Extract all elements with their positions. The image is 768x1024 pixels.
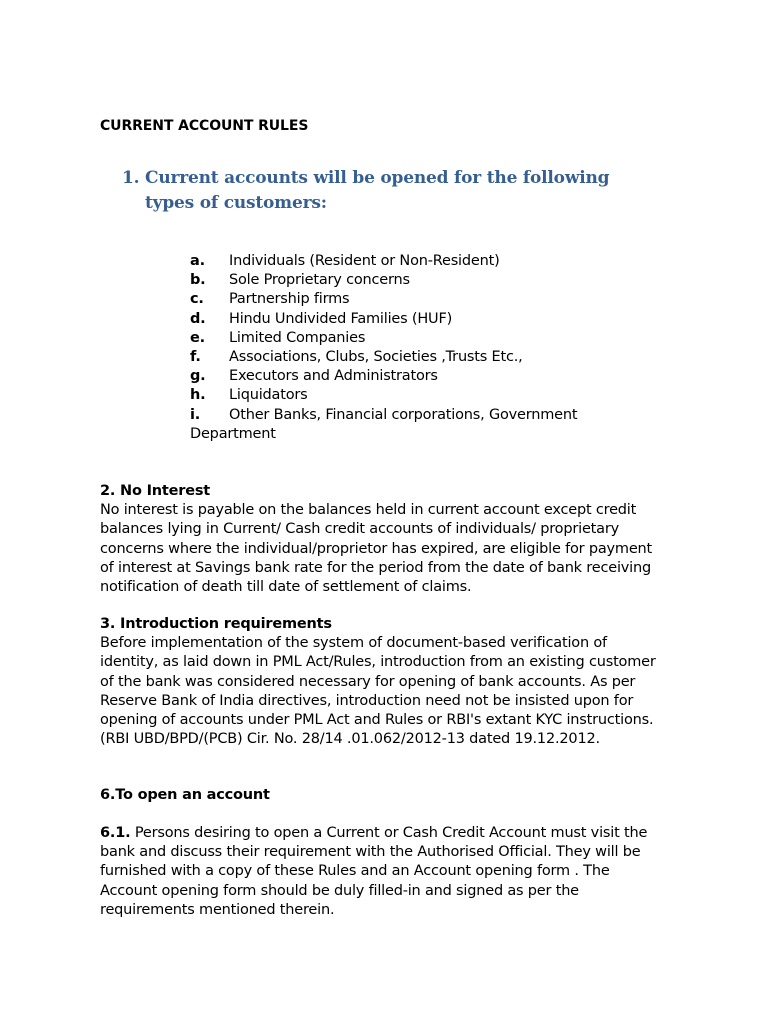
list-item [190, 329, 577, 348]
list-item-letter: f. [190, 348, 201, 365]
list-item [190, 367, 577, 386]
list-item-letter: d. [190, 310, 206, 327]
section-no-interest [100, 482, 660, 597]
section-open-account-body [100, 824, 660, 920]
section-introduction-requirements [100, 615, 660, 749]
customer-types-list [190, 252, 577, 444]
document-title: CURRENT ACCOUNT RULES [100, 118, 309, 134]
heading-number: 1. [122, 168, 140, 188]
list-item-text: Hindu Undivided Families (HUF) [229, 310, 453, 327]
list-item [190, 386, 577, 405]
list-item-text: Limited Companies [229, 329, 366, 346]
list-item-letter: b. [190, 272, 206, 289]
list-item [190, 252, 577, 271]
list-item [190, 290, 577, 309]
subsection-text: Persons desiring to open a Current or Cash Credit Account must visit the bank and discuss their requirement with the Authorised Official. They will be furnished with a copy of these Rules and an Account opening form . The Account opening form should be duly filled-in and signed as per the requirements mentioned therein. [100, 825, 648, 918]
list-item-text: Other Banks, Financial corporations, Government [229, 406, 578, 423]
subsection-number: 6.1. [100, 825, 131, 841]
list-item [190, 348, 577, 367]
heading-text: Current accounts will be opened for the following types of customers: [145, 168, 610, 213]
section-open-account-heading [100, 786, 660, 805]
list-item-text: Executors and Administrators [229, 368, 438, 385]
list-item-text: Individuals (Resident or Non-Resident) [229, 253, 500, 269]
list-item-letter: c. [190, 291, 204, 308]
list-item-text: Partnership firms [229, 291, 350, 308]
list-item-text: Associations, Clubs, Societies ,Trusts Etc., [229, 348, 523, 365]
section-body: Before implementation of the system of document-based verification of identity, as laid down in PML Act/Rules, introduction from an existing customer of the bank was considered necessary for opening of bank accounts. As per Reserve Bank of India directives, introduction need not be insisted upon for opening of accounts under PML Act and Rules or RBI's extant KYC instructions. (RBI UBD/BPD/(PCB) Cir. No. 28/14 .01.062/2012-13 dated 19.12.2012. [100, 635, 656, 748]
list-item [190, 271, 577, 290]
list-item-text: Liquidators [229, 387, 308, 404]
list-item [190, 310, 577, 329]
list-item-continuation-text: Department [190, 425, 276, 442]
list-item-continuation [190, 425, 577, 444]
section-1-heading [122, 166, 642, 216]
section-title: 3. Introduction requirements [100, 616, 332, 632]
list-item [190, 406, 577, 425]
section-title: 2. No Interest [100, 483, 211, 499]
list-item-letter: a. [190, 253, 205, 269]
list-item-letter: i. [190, 406, 201, 423]
list-item-letter: e. [190, 329, 205, 346]
section-title: 6.To open an account [100, 787, 270, 803]
section-body [100, 824, 660, 920]
list-item-letter: g. [190, 368, 206, 385]
list-item-letter: h. [190, 387, 206, 404]
section-body: No interest is payable on the balances held in current account except credit balances lying in Current/ Cash credit accounts of individuals/ proprietary concerns where the individual/proprietor has expired, are eligible for payment of interest at Savings bank rate for the period from the date of bank receiving notification of death till date of settlement of claims. [100, 502, 653, 596]
list-item-text: Sole Proprietary concerns [229, 272, 410, 289]
